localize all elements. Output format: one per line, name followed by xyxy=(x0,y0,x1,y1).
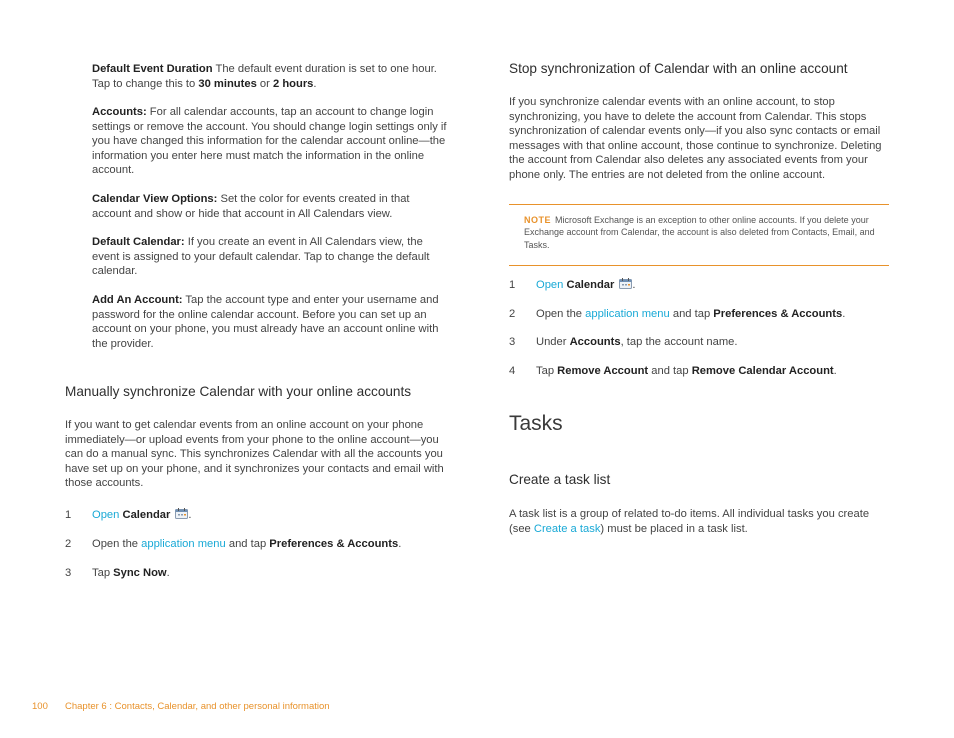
calendar-icon xyxy=(175,508,188,519)
right-step-3: 3 Under Accounts, tap the account name. xyxy=(509,336,738,348)
application-menu-link[interactable]: application menu xyxy=(585,308,670,320)
setting-default-event-duration: Default Event Duration The default event duration is set to one hour. Tap to change this to 30 minutes or 2 hours. xyxy=(92,63,437,90)
chapter-footer: Chapter 6 : Contacts, Calendar, and other personal information xyxy=(65,701,330,712)
setting-default-calendar: Default Calendar: If you create an event in All Calendars view, the event is assigned to your default calendar. Tap to change the default calendar. xyxy=(92,236,430,278)
manual-sync-intro: If you want to get calendar events from an online account on your phone immediately—or upload events from your phone to the online account—you can do a manual sync. This synchronizes Calendar with all the accounts you have set up on your phone, and it synchronizes your contacts and email with those accounts. xyxy=(65,419,444,490)
create-a-task-link[interactable]: Create a task xyxy=(533,522,601,535)
application-menu-link[interactable]: application menu xyxy=(141,538,226,550)
task-list-intro: A task list is a group of related to-do items. All individual tasks you create (see Create a task) must be placed in a task list. xyxy=(509,508,870,535)
page-number: 100 xyxy=(32,701,48,712)
left-step-1: 1 Open Calendar . xyxy=(65,509,192,521)
tasks-title: Tasks xyxy=(509,412,563,435)
stop-sync-heading: Stop synchronization of Calendar with an online account xyxy=(509,61,848,76)
left-step-3: 3 Tap Sync Now. xyxy=(65,567,170,579)
note-label: NOTE xyxy=(524,215,552,225)
manual-sync-heading: Manually synchronize Calendar with your online accounts xyxy=(65,384,412,399)
note-box xyxy=(509,204,889,266)
right-step-4: 4 Tap Remove Account and tap Remove Calendar Account. xyxy=(509,365,837,377)
note-text: Microsoft Exchange is an exception to other online accounts. If you delete your Exchange account from Calendar, the account is also deleted from Contacts, Email, and Tasks. xyxy=(524,215,875,250)
stop-sync-intro: If you synchronize calendar events with an online account, to stop synchronizing, you have to delete the account from Calendar. This stops synchronization of calendar events only—if you also sync contacts or email messages with that online account, those continue to synchronize. Deleting the account from Calendar also deletes any associated events from your phone only. The entries are not deleted from the online account. xyxy=(509,96,882,181)
open-link[interactable]: Open xyxy=(92,509,120,521)
calendar-icon xyxy=(619,278,632,289)
right-step-1: 1 Open Calendar . xyxy=(509,279,636,291)
open-link[interactable]: Open xyxy=(536,279,564,291)
left-step-2: 2 Open the application menu and tap Preferences & Accounts. xyxy=(65,538,402,550)
setting-add-an-account: Add An Account: Tap the account type and enter your username and password for the online calendar account. Before you can set up an account on your phone, you must already have an account online with the provider. xyxy=(92,294,439,350)
right-step-2: 2 Open the application menu and tap Preferences & Accounts. xyxy=(509,308,846,320)
create-task-list-heading: Create a task list xyxy=(509,472,611,487)
setting-accounts: Accounts: For all calendar accounts, tap an account to change login settings or remove the account. You should change login settings only if you have changed this information for the calendar account online—the information you enter here must match the information in the online account. xyxy=(92,106,447,177)
setting-calendar-view-options: Calendar View Options: Set the color for events created in that account and show or hide that account in All Calendars view. xyxy=(92,193,410,220)
